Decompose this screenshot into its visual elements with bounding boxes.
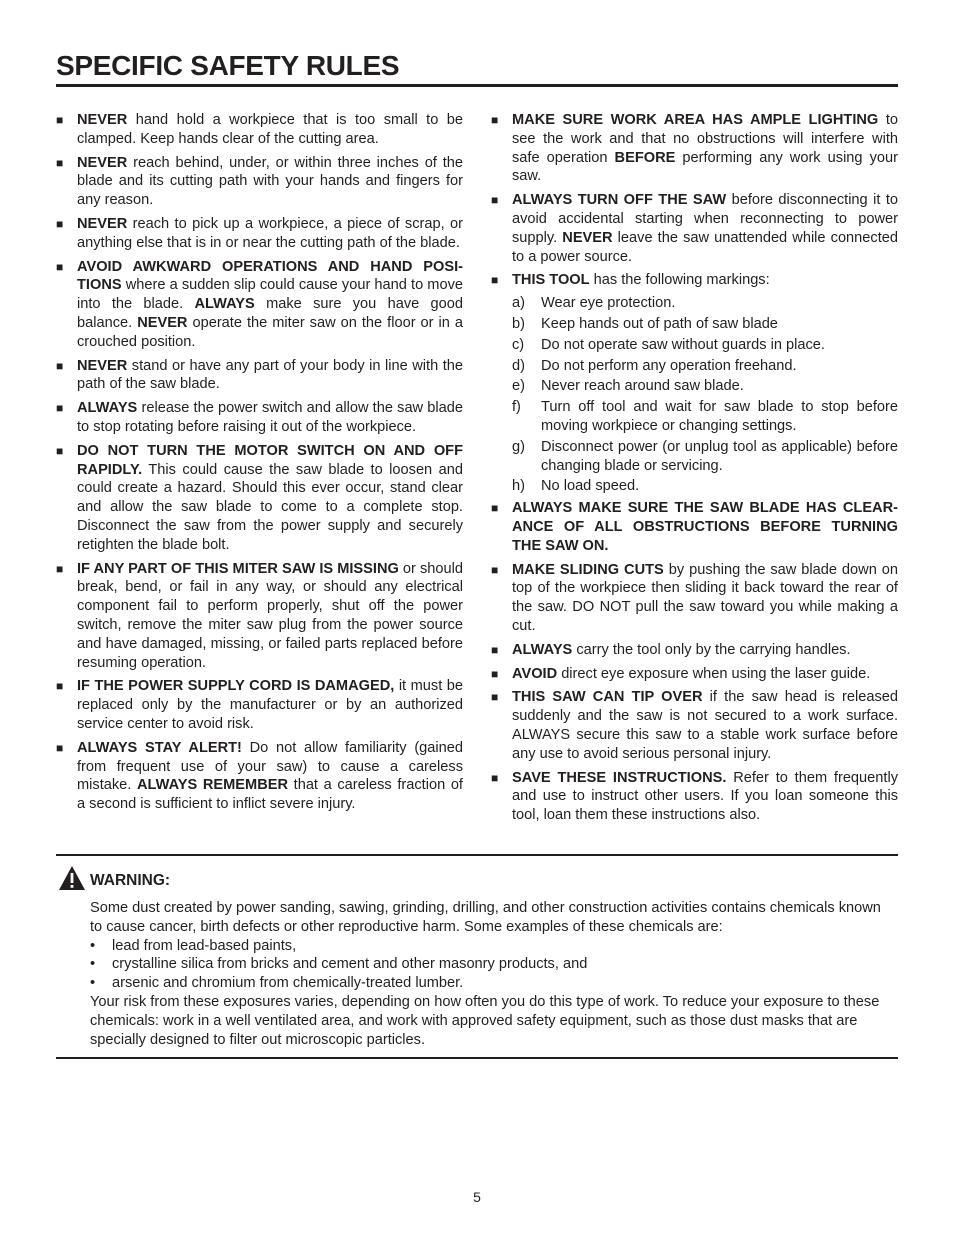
rule-text: before disconnecting it to avoid accidental starting when reconnecting to power supply. xyxy=(512,192,898,246)
marking-text: Disconnect power (or unplug tool as applicable) before changing blade or servicing. xyxy=(541,438,898,474)
rule-lead: ALWAYS MAKE SURE THE SAW BLADE HAS CLEAR-ANCE OF ALL OBSTRUCTIONS BEFORE TURNING THE SAW ON. xyxy=(512,500,898,554)
rule-lead: DO NOT TURN THE MOTOR SWITCH ON AND OFF RAPIDLY. xyxy=(77,442,463,478)
safety-rule xyxy=(56,677,463,733)
rule-text: it must be replaced only by the manufacturer or by an authorized service center to avoid risk. xyxy=(77,678,463,732)
rule-lead: ALWAYS xyxy=(512,641,573,658)
page-title: SPECIFIC SAFETY RULES xyxy=(56,50,400,81)
warning-outro: Your risk from these exposures varies, depending on how often you do this type of work. To reduce your exposure to these chemicals: work in a well ventilated area, and work with approved safety equipment, such as those dust masks that are specially designed to filter out microscopic particles. xyxy=(90,993,880,1048)
rule-lead: ALWAYS xyxy=(77,400,138,417)
rule-text: or should break, bend, or fail in any way, or should any electrical component fail to perform properly, shut off the power switch, remove the miter saw plug from the power source and have damaged, missing, or failed parts replaced before resuming operation. xyxy=(77,560,463,671)
rule-text: carry the tool only by the carrying handles. xyxy=(572,641,851,658)
rule-text: performing any work using your saw. xyxy=(512,149,898,185)
rule-lead: ALWAYS TURN OFF THE SAW xyxy=(512,192,727,209)
rule-text: to see the work and that no obstructions will interfere with safe operation xyxy=(512,112,898,166)
rule-text: operate the miter saw on the floor or in a crouched position. xyxy=(77,314,464,350)
marking-letter: b) xyxy=(512,315,525,332)
safety-rule xyxy=(491,641,898,660)
marking-item xyxy=(512,315,898,334)
safety-rule xyxy=(491,769,898,825)
marking-letter: g) xyxy=(512,438,525,455)
marking-text: Do not operate saw without guards in place. xyxy=(541,336,825,353)
title-divider xyxy=(56,84,898,87)
list-item-text: lead from lead-based paints, xyxy=(112,937,297,954)
warning-chemicals-list xyxy=(90,937,890,993)
markings-list xyxy=(512,294,898,496)
rule-lead: ALWAYS STAY ALERT! xyxy=(77,739,242,756)
square-bullet-icon: ■ xyxy=(491,193,499,208)
square-bullet-icon: ■ xyxy=(56,401,64,416)
marking-text: Turn off tool and wait for saw blade to stop before moving workpiece or changing settings. xyxy=(541,399,898,434)
marking-item xyxy=(512,357,898,376)
rule-lead: IF THE POWER SUPPLY CORD IS DAMAGED, xyxy=(77,678,395,695)
rule-emphasis: NEVER xyxy=(562,229,613,246)
square-bullet-icon: ■ xyxy=(56,216,64,231)
rule-lead: THIS TOOL xyxy=(512,272,590,289)
rule-text: has the following markings: xyxy=(589,272,770,289)
rule-text: if the saw head is released suddenly and the saw is not secured to a work surface. ALWAYS secure this saw to a stable work surface before any use to avoid serious personal injury. xyxy=(512,689,898,762)
safety-rule xyxy=(56,739,463,814)
safety-rule xyxy=(491,111,898,186)
rule-text: make sure you have good balance. xyxy=(77,296,463,331)
list-item xyxy=(90,955,890,974)
marking-text: Wear eye protection. xyxy=(541,295,676,312)
safety-rule xyxy=(491,271,898,290)
rule-text: Do not allow familiarity (gained from frequent use of your saw) to cause a careless mistake. xyxy=(77,739,464,794)
marking-item xyxy=(512,294,898,313)
right-rules-column xyxy=(491,111,898,830)
rule-text: hand hold a workpiece that is too small to be clamped. Keep hands clear of the cutting area. xyxy=(77,112,463,147)
safety-rule xyxy=(56,154,463,210)
rule-emphasis: NEVER xyxy=(137,314,188,331)
warning-heading: WARNING: xyxy=(90,871,171,889)
marking-item xyxy=(512,377,898,396)
rule-lead: NEVER xyxy=(77,112,128,128)
square-bullet-icon: ■ xyxy=(491,562,499,577)
rule-lead: MAKE SURE WORK AREA HAS AMPLE LIGHTING xyxy=(512,112,879,128)
safety-rule xyxy=(56,442,463,555)
square-bullet-icon: ■ xyxy=(491,273,499,288)
rule-text: reach to pick up a workpiece, a piece of scrap, or anything else that is in or near the cutting path of the blade. xyxy=(77,215,463,251)
marking-item xyxy=(512,438,898,476)
square-bullet-icon: ■ xyxy=(56,259,64,274)
warning-bottom-divider xyxy=(56,1057,898,1059)
square-bullet-icon: ■ xyxy=(56,740,64,755)
safety-rule xyxy=(56,111,463,149)
list-item-text: arsenic and chromium from chemically-treated lumber. xyxy=(112,975,464,992)
rule-text: stand or have any part of your body in line with the path of the saw blade. xyxy=(77,357,463,393)
rule-text: reach behind, under, or within three inches of the blade and its cutting path with your hands and fingers for any reason. xyxy=(77,154,463,209)
warning-top-divider xyxy=(56,854,898,856)
rule-emphasis: ALWAYS xyxy=(194,296,255,313)
warning-triangle-icon xyxy=(58,865,86,891)
rule-text: Refer to them frequently and use to instruct other users. If you loan someone this tool, loan them these instructions also. xyxy=(512,769,898,824)
marking-letter: a) xyxy=(512,295,525,312)
square-bullet-icon: ■ xyxy=(491,690,499,705)
safety-rule xyxy=(491,561,898,636)
square-bullet-icon: ■ xyxy=(491,113,499,127)
bullet-dot-icon: • xyxy=(90,975,96,992)
bullet-dot-icon: • xyxy=(90,956,96,973)
safety-rule xyxy=(491,665,898,684)
rule-lead: MAKE SLIDING CUTS xyxy=(512,561,664,578)
rule-lead: NEVER xyxy=(77,215,128,232)
warning-body xyxy=(90,899,890,1049)
square-bullet-icon: ■ xyxy=(491,642,499,657)
warning-intro: Some dust created by power sanding, sawing, grinding, drilling, and other construction activities contains chemicals known to cause cancer, birth defects or other reproductive harm. Some examples of these chemicals are: xyxy=(90,900,881,935)
marking-letter: c) xyxy=(512,336,525,353)
safety-rule xyxy=(56,258,463,352)
rule-text: release the power switch and allow the saw blade to stop rotating before raising it out of the workpiece. xyxy=(77,400,463,435)
square-bullet-icon: ■ xyxy=(56,561,64,576)
rule-text: direct eye exposure when using the laser guide. xyxy=(557,665,871,682)
rule-text: by pushing the saw blade down on top of the workpiece then sliding it back toward the rear of the saw. DO NOT pull the saw toward you while making a cut. xyxy=(512,561,898,634)
page-number: 5 xyxy=(473,1189,481,1205)
square-bullet-icon: ■ xyxy=(491,666,499,681)
rule-text: that a careless fraction of a second is sufficient to inflict severe injury. xyxy=(77,777,463,813)
marking-letter: h) xyxy=(512,478,525,495)
marking-letter: d) xyxy=(512,357,525,374)
safety-rule xyxy=(56,560,463,673)
rule-lead: AVOID xyxy=(512,665,558,682)
square-bullet-icon: ■ xyxy=(56,113,64,127)
marking-letter: e) xyxy=(512,378,525,395)
warning-header xyxy=(58,865,170,891)
square-bullet-icon: ■ xyxy=(56,155,64,170)
safety-rule xyxy=(56,399,463,437)
square-bullet-icon: ■ xyxy=(56,443,64,458)
rule-emphasis: ALWAYS REMEMBER xyxy=(136,777,289,794)
marking-text: No load speed. xyxy=(541,478,640,495)
rule-text: leave the saw unattended while connected to a power source. xyxy=(512,229,898,265)
bullet-dot-icon: • xyxy=(90,937,96,954)
rule-text: This could cause the saw blade to loosen and could create a hazard. Should this ever occur, stand clear and allow the saw blade to come to a complete stop. Disconnect the saw from the power supply and securely retighten the blade bolt. xyxy=(77,461,463,553)
list-item xyxy=(90,974,890,993)
square-bullet-icon: ■ xyxy=(56,679,64,694)
rule-lead: AVOID AWKWARD OPERATIONS AND HAND POSI-TIONS xyxy=(77,258,463,294)
marking-text: Never reach around saw blade. xyxy=(541,378,744,395)
marking-item xyxy=(512,336,898,355)
list-item-text: crystalline silica from bricks and cement and other masonry products, and xyxy=(112,956,588,973)
safety-rule xyxy=(491,688,898,763)
marking-item xyxy=(512,398,898,436)
rule-lead: SAVE THESE INSTRUCTIONS. xyxy=(512,769,727,786)
rule-lead: NEVER xyxy=(77,357,128,374)
left-rules-column xyxy=(56,111,463,819)
rule-lead: IF ANY PART OF THIS MITER SAW IS MISSING xyxy=(77,560,399,577)
list-item xyxy=(90,937,890,956)
safety-rule xyxy=(491,191,898,266)
rule-text: where a sudden slip could cause your hand to move into the blade. xyxy=(77,277,463,313)
rule-lead: NEVER xyxy=(77,154,128,171)
rule-lead: THIS SAW CAN TIP OVER xyxy=(512,689,703,706)
safety-rule xyxy=(56,357,463,395)
marking-text: Do not perform any operation freehand. xyxy=(541,357,797,374)
safety-rule xyxy=(56,215,463,253)
square-bullet-icon: ■ xyxy=(491,501,499,516)
safety-rule xyxy=(491,499,898,555)
square-bullet-icon: ■ xyxy=(491,770,499,785)
marking-text: Keep hands out of path of saw blade xyxy=(541,315,778,332)
marking-item xyxy=(512,477,898,496)
rule-emphasis: BEFORE xyxy=(614,149,676,166)
marking-letter: f) xyxy=(512,399,521,416)
square-bullet-icon: ■ xyxy=(56,358,64,373)
